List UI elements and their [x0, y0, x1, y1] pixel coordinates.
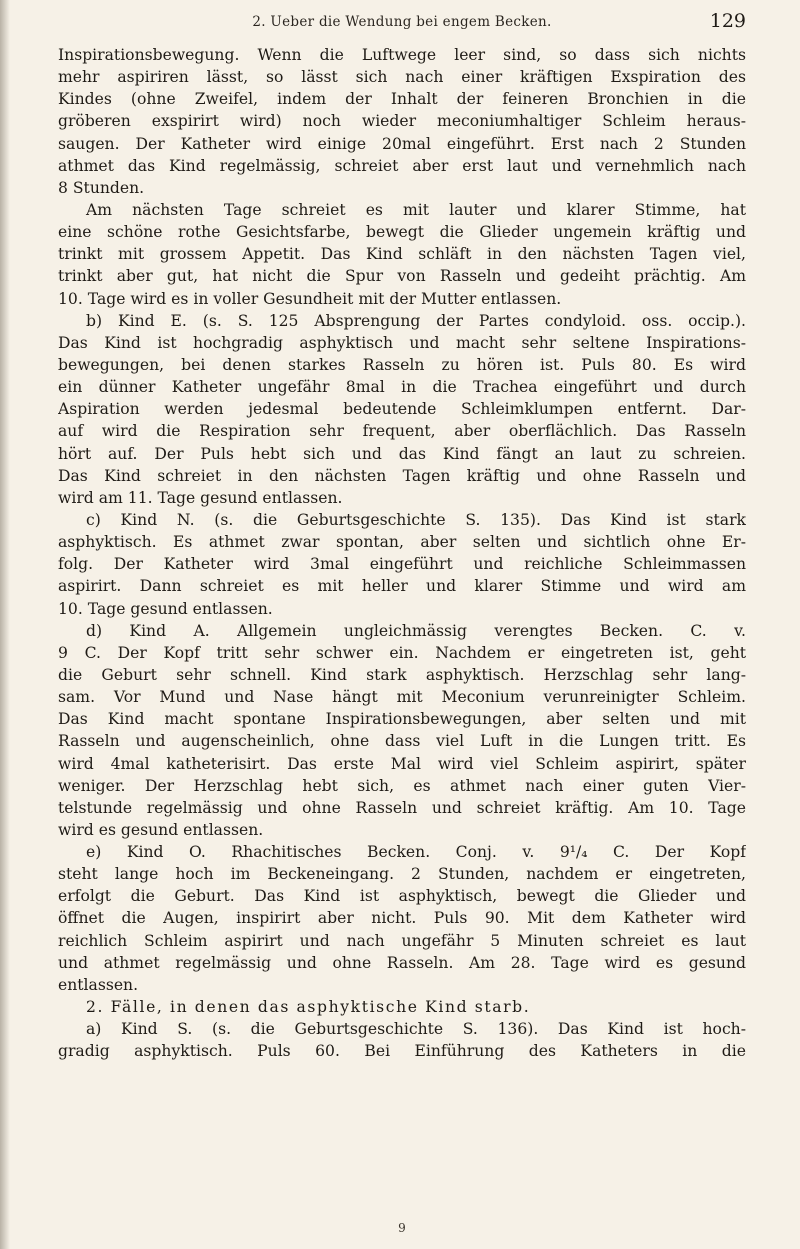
text-line: b) Kind E. (s. S. 125 Absprengung der Partes condyloid. oss. occip.). [86, 311, 746, 330]
text-line: c) Kind N. (s. die Geburtsgeschichte S. 135). Das Kind ist stark [86, 510, 746, 529]
text-line: ein dünner Katheter ungefähr 8mal in die Trachea eingeführt und durch [58, 378, 746, 397]
text-line: wird es gesund entlassen. [58, 820, 264, 839]
signature-mark: 9 [398, 1221, 406, 1235]
text-line: Am nächsten Tage schreiet es mit lauter und klarer Stimme, hat [86, 200, 746, 219]
section-heading: 2. Fälle, in denen das asphyktische Kind starb. [86, 998, 531, 1017]
text-line: trinkt aber gut, hat nicht die Spur von Rasseln und gedeiht prächtig. Am [58, 267, 746, 286]
text-line: mehr aspiriren lässt, so lässt sich nach einer kräftigen Exspiration des [58, 68, 746, 87]
text-line: Das Kind ist hochgradig asphyktisch und macht sehr seltene Inspirations- [58, 333, 746, 352]
text-line: die Geburt sehr schnell. Kind stark asphyktisch. Herzschlag sehr lang- [58, 665, 746, 684]
text-line: e) Kind O. Rhachitisches Becken. Conj. v. 9¹/₄ C. Der Kopf [86, 843, 746, 862]
text-line: auf wird die Respiration sehr frequent, aber oberflächlich. Das Rasseln [58, 422, 746, 441]
text-line: wird am 11. Tage gesund entlassen. [58, 488, 343, 507]
body-text [58, 44, 746, 1062]
text-line: 10. Tage wird es in voller Gesundheit mit der Mutter entlassen. [58, 289, 562, 308]
text-line: eine schöne rothe Gesichtsfarbe, bewegt die Glieder ungemein kräftig und [58, 223, 746, 242]
text-line: 10. Tage gesund entlassen. [58, 599, 273, 618]
text-line: 8 Stunden. [58, 178, 145, 197]
text-line: a) Kind S. (s. die Geburtsgeschichte S. 136). Das Kind ist hoch- [86, 1020, 746, 1039]
text-line: Das Kind macht spontane Inspirationsbewegungen, aber selten und mit [58, 710, 746, 729]
text-line: 9 C. Der Kopf tritt sehr schwer ein. Nachdem er eingetreten ist, geht [58, 643, 746, 662]
text-line: saugen. Der Katheter wird einige 20mal eingeführt. Erst nach 2 Stunden [58, 134, 746, 153]
text-line: aspirirt. Dann schreiet es mit heller und klarer Stimme und wird am [58, 577, 746, 596]
text-line: steht lange hoch im Beckeneingang. 2 Stunden, nachdem er eingetreten, [58, 865, 746, 884]
text-line: d) Kind A. Allgemein ungleichmässig verengtes Becken. C. v. [86, 621, 746, 640]
text-line: öffnet die Augen, inspirirt aber nicht. Puls 90. Mit dem Katheter wird [58, 909, 746, 928]
text-line: sam. Vor Mund und Nase hängt mit Meconium verunreinigter Schleim. [58, 688, 746, 707]
text-line: gröberen exspirirt wird) noch wieder meconiumhaltiger Schleim heraus- [58, 112, 746, 131]
text-line: Rasseln und augenscheinlich, ohne dass viel Luft in die Lungen tritt. Es [58, 732, 746, 751]
text-line: Aspiration werden jedesmal bedeutende Schleimklumpen entfernt. Dar- [58, 400, 746, 419]
page-gutter-shadow [0, 0, 10, 1249]
text-line: Kindes (ohne Zweifel, indem der Inhalt der feineren Bronchien in die [58, 90, 746, 109]
text-line: telstunde regelmässig und ohne Rasseln und schreiet kräftig. Am 10. Tage [58, 798, 746, 817]
text-line: erfolgt die Geburt. Das Kind ist asphyktisch, bewegt die Glieder und [58, 887, 746, 906]
text-line: bewegungen, bei denen starkes Rasseln zu hören ist. Puls 80. Es wird [58, 355, 746, 374]
text-line: Das Kind schreiet in den nächsten Tagen kräftig und ohne Rasseln und [58, 466, 746, 485]
text-line: folg. Der Katheter wird 3mal eingeführt und reichliche Schleimmassen [58, 555, 746, 574]
text-line: asphyktisch. Es athmet zwar spontan, aber selten und sichtlich ohne Er- [58, 533, 746, 552]
text-line: athmet das Kind regelmässig, schreiet aber erst laut und vernehmlich nach [58, 156, 746, 175]
text-line: und athmet regelmässig und ohne Rasseln. Am 28. Tage wird es gesund [58, 953, 746, 972]
text-line: hört auf. Der Puls hebt sich und das Kind fängt an laut zu schreien. [58, 444, 746, 463]
text-line: weniger. Der Herzschlag hebt sich, es athmet nach einer guten Vier- [58, 776, 746, 795]
text-line: gradig asphyktisch. Puls 60. Bei Einführung des Katheters in die [58, 1042, 746, 1061]
running-title: 2. Ueber die Wendung bei engem Becken. [252, 14, 552, 30]
page-number: 129 [709, 10, 746, 32]
text-line: wird 4mal katheterisirt. Das erste Mal wird viel Schleim aspirirt, später [58, 754, 746, 773]
text-line: Inspirationsbewegung. Wenn die Luftwege leer sind, so dass sich nichts [58, 46, 746, 64]
text-line: trinkt mit grossem Appetit. Das Kind schläft in den nächsten Tagen viel, [58, 245, 746, 264]
text-line: reichlich Schleim aspirirt und nach ungefähr 5 Minuten schreiet es laut [58, 931, 746, 950]
text-line: entlassen. [58, 975, 139, 994]
page-header [58, 10, 746, 36]
